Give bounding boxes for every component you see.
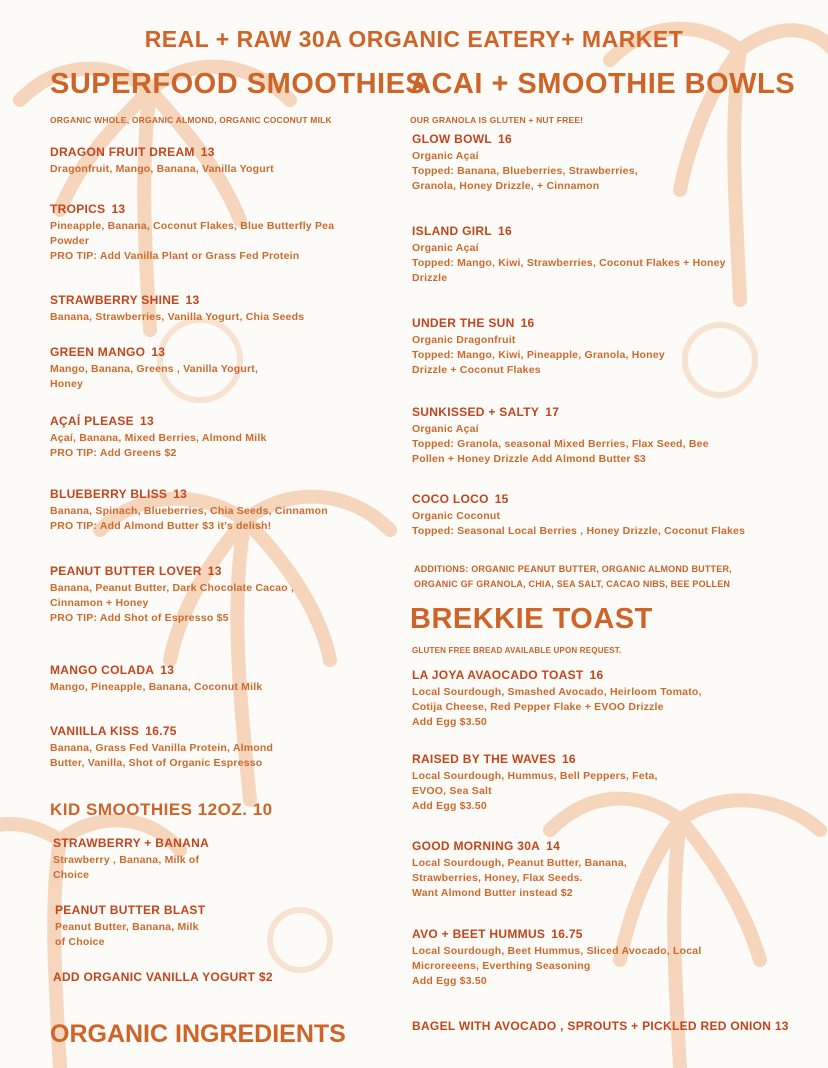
item-name: GOOD MORNING 30A (412, 839, 541, 853)
item-pro-tip: PRO TIP: Add Greens $2 (50, 447, 177, 459)
item-description: Granola, Honey Drizzle, + Cinnamon (412, 180, 600, 192)
item-name: ISLAND GIRL (412, 224, 492, 238)
item-name: STRAWBERRY + BANANA (53, 836, 210, 850)
item-name: PEANUT BUTTER LOVER (50, 564, 202, 578)
additions-line: ADDITIONS: ORGANIC PEANUT BUTTER, ORGANIC ALMOND BUTTER, (414, 564, 732, 574)
item-name: UNDER THE SUN (412, 316, 515, 330)
item-price: 13 (151, 345, 166, 359)
item-addon: Add Egg $3.50 (412, 975, 487, 987)
menu-item (50, 202, 390, 264)
item-description: Powder (50, 235, 90, 247)
item-description: Topped: Mango, Kiwi, Pineapple, Granola, Honey (412, 349, 665, 361)
item-addon: Want Almond Butter instead $2 (412, 887, 573, 899)
item-description: Choice (53, 869, 90, 881)
item-description: Topped: Seasonal Local Berries , Honey Drizzle, Coconut Flakes (412, 525, 746, 537)
organic-ingredients-footer: ORGANIC INGREDIENTS (50, 1020, 346, 1048)
item-description: Local Sourdough, Peanut Butter, Banana, (412, 857, 627, 869)
item-name: AÇAÍ PLEASE (50, 414, 134, 428)
item-base: Organic Dragonfruit (412, 334, 516, 346)
item-name: BLUEBERRY BLISS (50, 487, 168, 501)
item-addon: Add Egg $3.50 (412, 716, 487, 728)
item-name: COCO LOCO (412, 492, 489, 506)
item-description: Peanut Butter, Banana, Milk (55, 921, 199, 933)
acai-bowls-heading: ACAI + SMOOTHIE BOWLS (410, 68, 796, 100)
item-price: 16 (498, 132, 512, 146)
menu-item (50, 564, 390, 626)
item-pro-tip: PRO TIP: Add Vanilla Plant or Grass Fed Protein (50, 250, 300, 262)
menu-item (50, 414, 390, 461)
item-price: 16.75 (551, 927, 583, 941)
bagel-item: BAGEL WITH AVOCADO , SPROUTS + PICKLED RED ONION 13 (412, 1019, 789, 1033)
item-price: 13 (111, 202, 126, 216)
menu-item (50, 145, 390, 177)
item-price: 16 (561, 752, 576, 766)
item-pro-tip: PRO TIP: Add Shot of Espresso $5 (50, 612, 229, 624)
menu-item (50, 487, 390, 534)
item-description: Cinnamon + Honey (50, 597, 149, 609)
item-description: Drizzle (412, 272, 448, 284)
item-price: 16 (520, 316, 535, 330)
item-description: Banana, Peanut Butter, Dark Chocolate Cacao , (50, 582, 295, 594)
granola-note: OUR GRANOLA IS GLUTEN + NUT FREE! (410, 115, 584, 125)
menu-item (50, 293, 390, 325)
menu-item (412, 405, 812, 467)
item-description: Local Sourdough, Smashed Avocado, Heirloom Tomato, (412, 686, 702, 698)
menu-item (412, 316, 812, 378)
item-description: Microreeens, Everthing Seasoning (412, 960, 591, 972)
item-base: Organic Açaí (412, 150, 479, 162)
kid-smoothies-heading: KID SMOOTHIES 12OZ. 10 (50, 800, 273, 819)
item-description: Pollen + Honey Drizzle Add Almond Butter $3 (412, 453, 646, 465)
item-price: 17 (545, 405, 560, 419)
page-title: REAL + RAW 30A ORGANIC EATERY+ MARKET (144, 26, 684, 52)
item-pro-tip: PRO TIP: Add Almond Butter $3 it's delish! (50, 520, 272, 532)
item-price: 15 (494, 492, 509, 506)
menu-item (412, 224, 812, 286)
menu-item (412, 927, 812, 989)
item-description: Honey (50, 378, 84, 390)
menu-item (412, 839, 812, 901)
item-description: Butter, Vanilla, Shot of Organic Espresso (50, 757, 263, 769)
item-name: LA JOYA AVAOCADO TOAST (412, 668, 584, 682)
item-base: Organic Coconut (412, 510, 501, 522)
menu-item (412, 492, 812, 539)
menu-item (55, 903, 395, 950)
kid-addon: ADD ORGANIC VANILLA YOGURT $2 (53, 970, 273, 984)
item-name: STRAWBERRY SHINE (50, 293, 180, 307)
item-description: Dragonfruit, Mango, Banana, Vanilla Yogurt (50, 163, 274, 175)
superfood-smoothies-heading: SUPERFOOD SMOOTHIES (50, 68, 426, 100)
item-description: Pineapple, Banana, Coconut Flakes, Blue Butterfly Pea (50, 220, 335, 232)
item-price: 16 (497, 224, 512, 238)
item-name: PEANUT BUTTER BLAST (55, 903, 206, 917)
item-price: 13 (139, 414, 154, 428)
item-name: GREEN MANGO (50, 345, 146, 359)
item-name: VANIILLA KISS (50, 724, 140, 738)
item-description: Banana, Strawberries, Vanilla Yogurt, Chia Seeds (50, 311, 305, 323)
item-base: Organic Açaí (412, 423, 479, 435)
item-name: MANGO COLADA (50, 663, 155, 677)
item-description: Banana, Spinach, Blueberries, Chia Seeds, Cinnamon (50, 505, 328, 517)
item-price: 16 (589, 668, 604, 682)
item-description: Mango, Pineapple, Banana, Coconut Milk (50, 681, 263, 693)
additions-line: ORGANIC GF GRANOLA, CHIA, SEA SALT, CACAO NIBS, BEE POLLEN (414, 579, 731, 589)
item-description: Mango, Banana, Greens , Vanilla Yogurt, (50, 363, 259, 375)
item-description: Açaí, Banana, Mixed Berries, Almond Milk (50, 432, 267, 444)
item-price: 16.75 (145, 724, 177, 738)
item-price: 13 (173, 487, 188, 501)
item-description: Local Sourdough, Hummus, Bell Peppers, Feta, (412, 770, 658, 782)
item-price: 14 (546, 839, 561, 853)
item-description: Drizzle + Coconut Flakes (412, 364, 541, 376)
item-name: RAISED BY THE WAVES (412, 752, 556, 766)
item-description: Topped: Granola, seasonal Mixed Berries, Flax Seed, Bee (412, 438, 709, 450)
item-description: Topped: Banana, Blueberries, Strawberries, (412, 165, 638, 177)
item-price: 13 (160, 663, 175, 677)
item-name: DRAGON FRUIT DREAM (50, 145, 195, 159)
item-description: Strawberries, Honey, Flax Seeds. (412, 872, 583, 884)
item-description: Topped: Mango, Kiwi, Strawberries, Coconut Flakes + Honey (412, 257, 726, 269)
menu-item (50, 724, 390, 771)
menu-item (412, 668, 812, 730)
item-description: of Choice (55, 936, 105, 948)
item-addon: Add Egg $3.50 (412, 800, 487, 812)
item-name: GLOW BOWL (412, 132, 493, 146)
item-name: TROPICS (50, 202, 106, 216)
item-name: SUNKISSED + SALTY (412, 405, 540, 419)
item-description: Strawberry , Banana, Milk of (53, 854, 200, 866)
item-price: 13 (200, 145, 215, 159)
item-base: Organic Açaí (412, 242, 479, 254)
smoothies-milk-note: ORGANIC WHOLE, ORGANIC ALMOND, ORGANIC COCONUT MILK (50, 115, 332, 125)
item-name: AVO + BEET HUMMUS (412, 927, 546, 941)
item-description: Cotija Cheese, Red Pepper Flake + EVOO Drizzle (412, 701, 664, 713)
menu-item (53, 836, 393, 883)
item-price: 13 (207, 564, 222, 578)
menu-item (50, 345, 390, 392)
item-price: 13 (185, 293, 200, 307)
bowl-additions (414, 562, 732, 592)
brekkie-toast-heading: BREKKIE TOAST (410, 603, 653, 635)
item-description: Local Sourdough, Beet Hummus, Sliced Avocado, Local (412, 945, 702, 957)
menu-item (50, 663, 390, 695)
item-description: Banana, Grass Fed Vanilla Protein, Almond (50, 742, 274, 754)
menu-item (412, 132, 812, 194)
menu-item (412, 752, 812, 814)
item-description: EVOO, Sea Salt (412, 785, 492, 797)
gluten-free-note: GLUTEN FREE BREAD AVAILABLE UPON REQUEST. (412, 646, 622, 655)
